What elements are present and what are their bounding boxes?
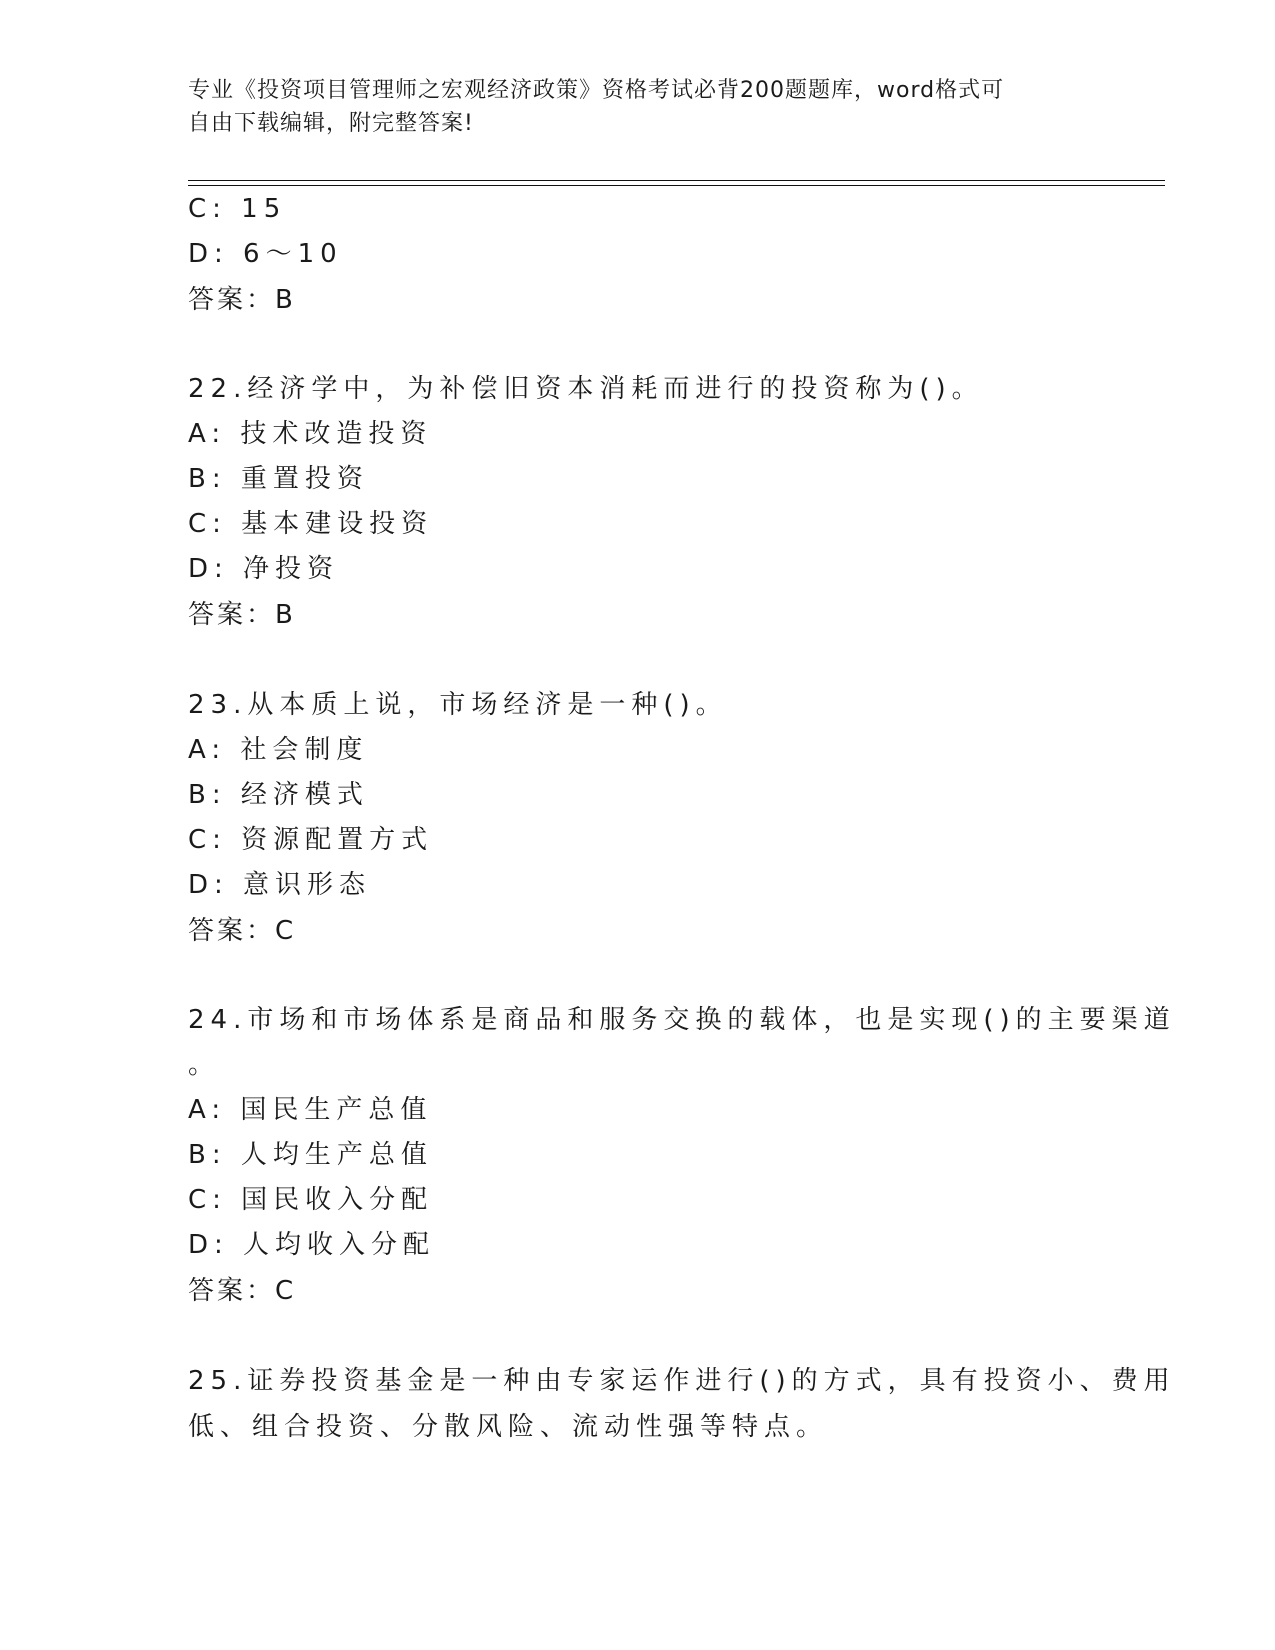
q24-option-b: B: 人均生产总值 bbox=[188, 1140, 433, 1170]
q21-answer: 答案：B bbox=[188, 285, 296, 315]
q22-answer: 答案：B bbox=[188, 600, 296, 630]
q24-stem-line-2: 。 bbox=[188, 1050, 221, 1080]
q23-option-b: B: 经济模式 bbox=[188, 780, 369, 810]
q21-option-c: C: 15 bbox=[188, 194, 287, 224]
q22-option-c: C: 基本建设投资 bbox=[188, 509, 434, 539]
q24-stem-line-1: 24.市场和市场体系是商品和服务交换的载体，也是实现()的主要渠道 bbox=[188, 1005, 1176, 1035]
q22-stem: 22.经济学中，为补偿旧资本消耗而进行的投资称为()。 bbox=[188, 374, 984, 404]
header-rule-bottom bbox=[188, 185, 1165, 186]
q24-option-c: C: 国民收入分配 bbox=[188, 1185, 434, 1215]
q25-stem-line-1: 25.证券投资基金是一种由专家运作进行()的方式，具有投资小、费用 bbox=[188, 1366, 1176, 1396]
q23-answer: 答案：C bbox=[188, 916, 297, 946]
q24-option-a: A: 国民生产总值 bbox=[188, 1095, 433, 1125]
q22-option-b: B: 重置投资 bbox=[188, 464, 369, 494]
header-title-line-1: 专业《投资项目管理师之宏观经济政策》资格考试必背200题题库，word格式可 bbox=[188, 78, 1005, 103]
document-header bbox=[188, 74, 1088, 140]
q22-option-d: D: 净投资 bbox=[188, 554, 340, 584]
header-rule-top bbox=[188, 180, 1165, 181]
q22-option-a: A: 技术改造投资 bbox=[188, 419, 433, 449]
q25-stem-line-2: 低、组合投资、分散风险、流动性强等特点。 bbox=[188, 1412, 829, 1442]
q23-stem: 23.从本质上说，市场经济是一种()。 bbox=[188, 690, 728, 720]
header-title-line-2: 自由下载编辑，附完整答案! bbox=[188, 111, 474, 136]
q23-option-c: C: 资源配置方式 bbox=[188, 825, 434, 855]
q21-option-d: D: 6～10 bbox=[188, 239, 343, 269]
q24-answer: 答案：C bbox=[188, 1276, 297, 1306]
q23-option-a: A: 社会制度 bbox=[188, 735, 369, 765]
q24-option-d: D: 人均收入分配 bbox=[188, 1230, 436, 1260]
q23-option-d: D: 意识形态 bbox=[188, 870, 372, 900]
